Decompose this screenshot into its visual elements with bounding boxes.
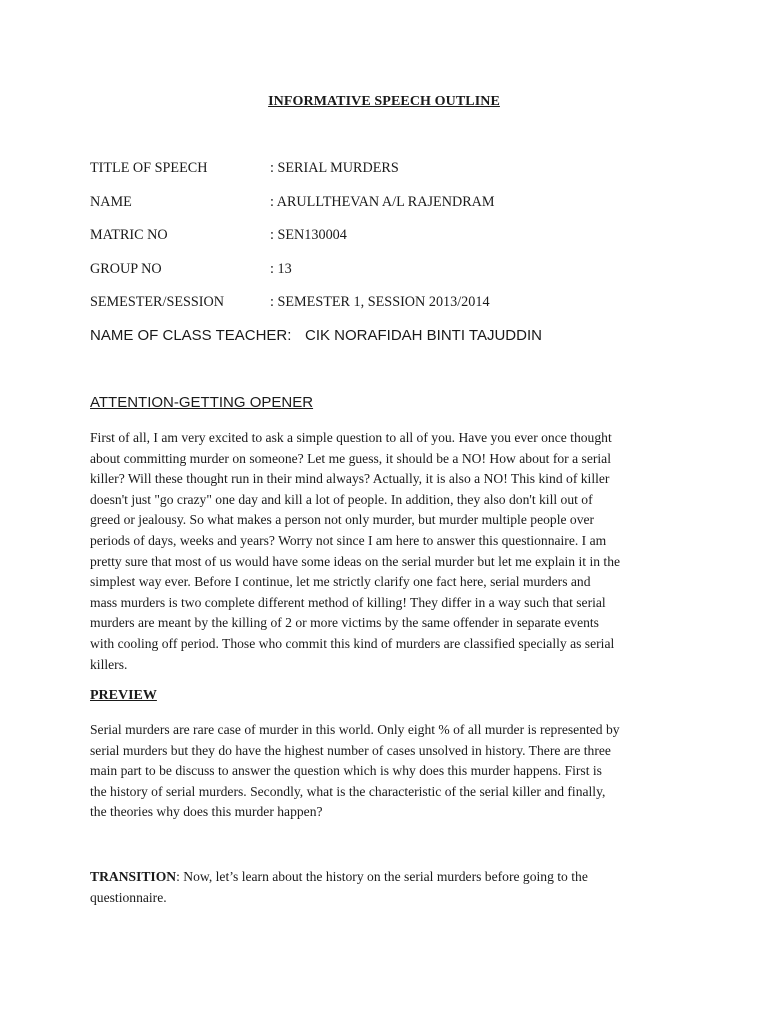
info-value: : SEMESTER 1, SESSION 2013/2014 [270,294,490,310]
paragraph-line: simplest way ever. Before I continue, let me strictly clarify one fact here, serial murders and [90,574,591,590]
info-row-semester [90,292,710,326]
paragraph-line: murders are meant by the killing of 2 or more victims by the same offender in separate events [90,615,599,631]
paragraph-line: main part to be discuss to answer the question which is why does this murder happens. First is [90,763,602,779]
paragraph-line: killers. [90,656,128,672]
info-label: SEMESTER/SESSION [90,294,225,310]
speech-info-table [90,158,710,359]
transition-text: : Now, let’s learn about the history on the serial murders before going to the [176,869,588,884]
info-value: : ARULLTHEVAN A/L RAJENDRAM [270,193,495,210]
preview-heading: PREVIEW [90,688,157,703]
info-value: : SEN130004 [270,227,347,243]
paragraph-line: questionnaire. [90,889,167,905]
info-row-title [90,158,710,192]
info-row-group [90,259,710,293]
paragraph-line: Serial murders are rare case of murder in this world. Only eight % of all murder is represented by [90,722,620,737]
info-label: TITLE OF SPEECH [90,160,208,176]
info-label: MATRIC NO [90,227,168,243]
info-label: GROUP NO [90,260,162,277]
paragraph-line: mass murders is two complete different method of killing! They differ in a way such that serial [90,594,606,610]
paragraph-line: with cooling off period. Those who commit this kind of murders are classified specially as serial [90,635,615,651]
paragraph-line: killer? Will these thought run in their mind always? Actually, it is also a NO! This kind of killer [90,471,610,487]
info-value: CIK NORAFIDAH BINTI TAJUDDIN [305,326,542,344]
paragraph-line: about committing murder on someone? Let me guess, it should be a NO! How about for a serial [90,450,611,466]
info-label: NAME OF CLASS TEACHER: [90,326,292,344]
paragraph-line: periods of days, weeks and years? Worry not since I am here to answer this questionnaire. I am [90,532,607,548]
paragraph-line: the history of serial murders. Secondly, what is the characteristic of the serial killer and finally, [90,783,606,799]
opener-heading: ATTENTION-GETTING OPENER [90,394,314,411]
info-row-teacher [90,326,710,360]
paragraph-line [90,867,708,888]
info-label: NAME [90,193,132,210]
info-value: : SERIAL MURDERS [270,160,399,176]
paragraph-line: greed or jealousy. So what makes a person not only murder, but murder multiple people over [90,512,595,528]
paragraph-line: First of all, I am very excited to ask a simple question to all of you. Have you ever once thought [90,430,612,445]
preview-paragraph [90,720,708,823]
opener-paragraph [90,428,708,675]
transition-lead: TRANSITION [90,869,177,884]
info-row-name [90,192,710,226]
paragraph-line: doesn't just "go crazy" one day and kill a lot of people. In addition, they also don't kill out of [90,491,593,507]
paragraph-line: pretty sure that most of us would have some ideas on the serial murder but let me explain it in the [90,553,621,569]
paragraph-line: serial murders but they do have the highest number of cases unsolved in history. There are three [90,742,611,758]
transition-paragraph [90,867,708,908]
document-title: INFORMATIVE SPEECH OUTLINE [268,94,500,109]
info-value: : 13 [270,260,292,277]
paragraph-line: the theories why does this murder happen? [90,804,323,820]
info-row-matric [90,225,710,259]
